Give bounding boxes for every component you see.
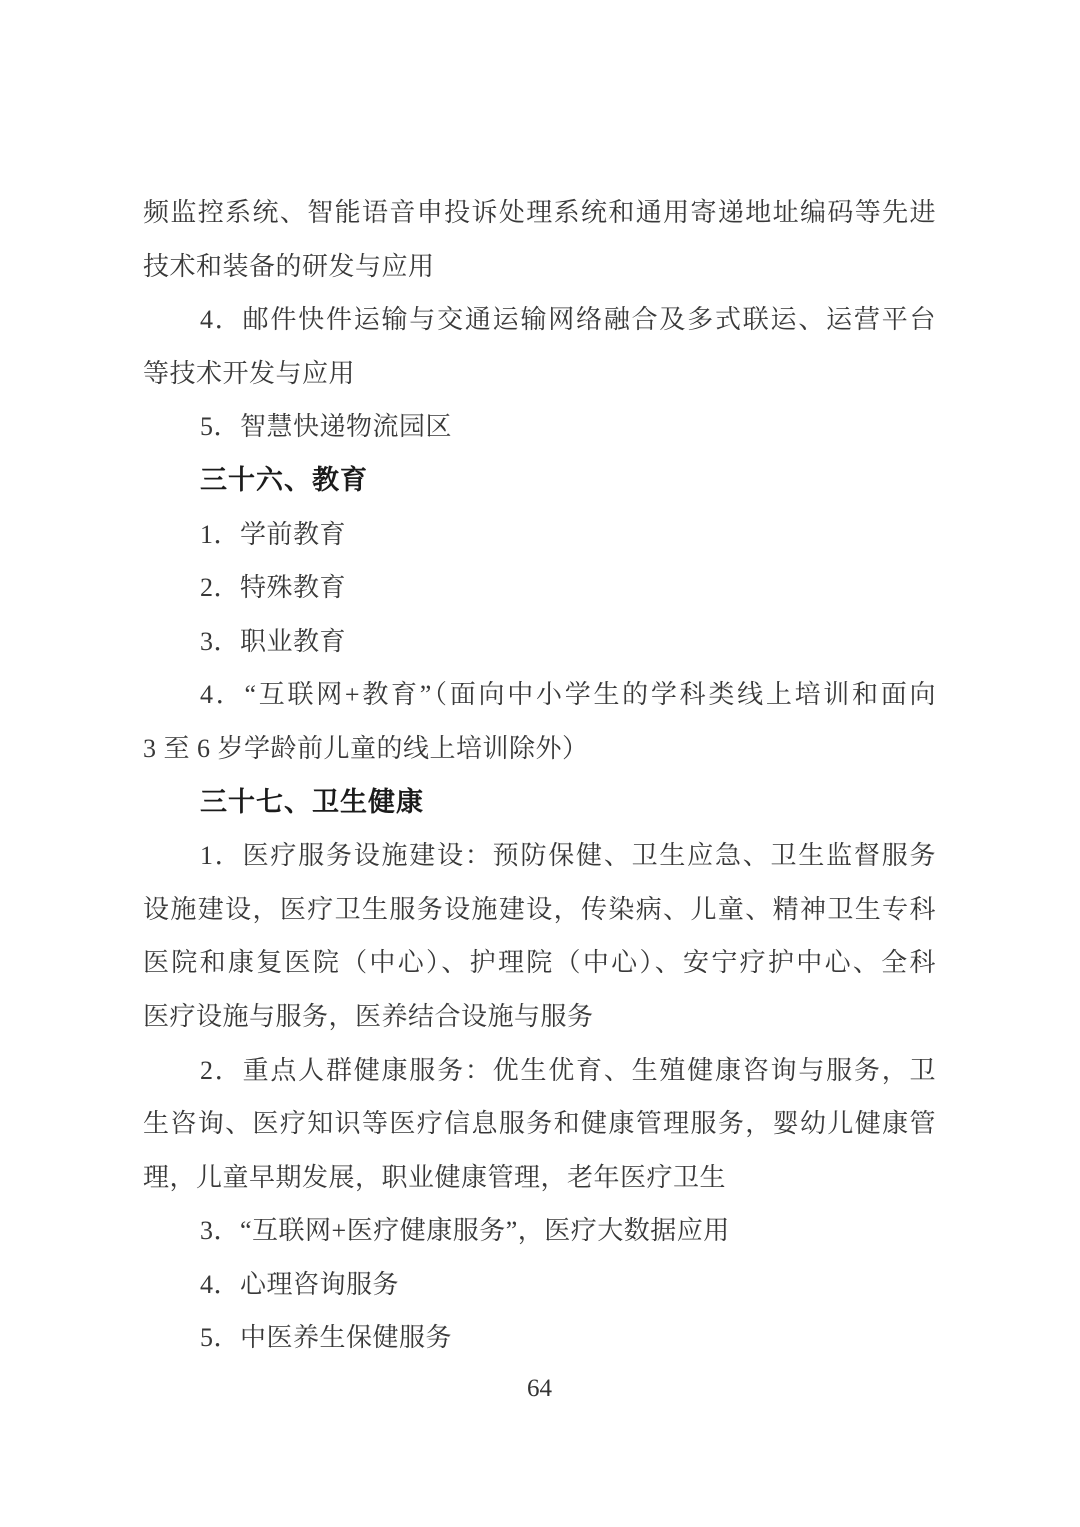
paragraph-line: 医院和康复医院（中心）、护理院（中心）、安宁疗护中心、全科 xyxy=(143,948,936,978)
list-item-postal-4: 4．邮件快件运输与交通运输网络融合及多式联运、运营平台 xyxy=(200,305,936,335)
section-heading-36-education: 三十六、教育 xyxy=(200,464,368,495)
paragraph-line: 频监控系统、智能语音申投诉处理系统和通用寄递地址编码等先进 xyxy=(143,198,936,227)
list-item-education-3: 3．职业教育 xyxy=(200,626,347,656)
list-item-health-1: 1．医疗服务设施建设：预防保健、卫生应急、卫生监督服务 xyxy=(200,841,936,871)
paragraph-line: 等技术开发与应用 xyxy=(143,358,356,388)
paragraph-line: 3 至 6 岁学龄前儿童的线上培训除外） xyxy=(143,733,589,763)
list-item-education-4: 4．“互联网+教育”（面向中小学生的学科类线上培训和面向 xyxy=(200,680,936,710)
list-item-health-4: 4．心理咨询服务 xyxy=(200,1269,400,1299)
list-item-postal-5: 5．智慧快递物流园区 xyxy=(200,412,453,442)
paragraph-line: 医疗设施与服务，医养结合设施与服务 xyxy=(143,1001,594,1031)
list-item-health-5: 5．中医养生保健服务 xyxy=(200,1323,453,1353)
list-item-health-3: 3．“互联网+医疗健康服务”，医疗大数据应用 xyxy=(200,1216,730,1246)
list-item-education-2: 2．特殊教育 xyxy=(200,573,347,603)
page-number: 64 xyxy=(527,1375,552,1403)
list-item-education-1: 1．学前教育 xyxy=(200,519,347,549)
paragraph-line: 技术和装备的研发与应用 xyxy=(143,251,435,281)
paragraph-line: 理，儿童早期发展，职业健康管理，老年医疗卫生 xyxy=(143,1162,727,1192)
paragraph-line: 设施建设，医疗卫生服务设施建设，传染病、儿童、精神卫生专科 xyxy=(143,894,936,924)
list-item-health-2: 2．重点人群健康服务：优生优育、生殖健康咨询与服务，卫 xyxy=(200,1055,936,1085)
paragraph-line: 生咨询、医疗知识等医疗信息服务和健康管理服务，婴幼儿健康管 xyxy=(143,1109,936,1139)
section-heading-37-health: 三十七、卫生健康 xyxy=(200,786,424,817)
